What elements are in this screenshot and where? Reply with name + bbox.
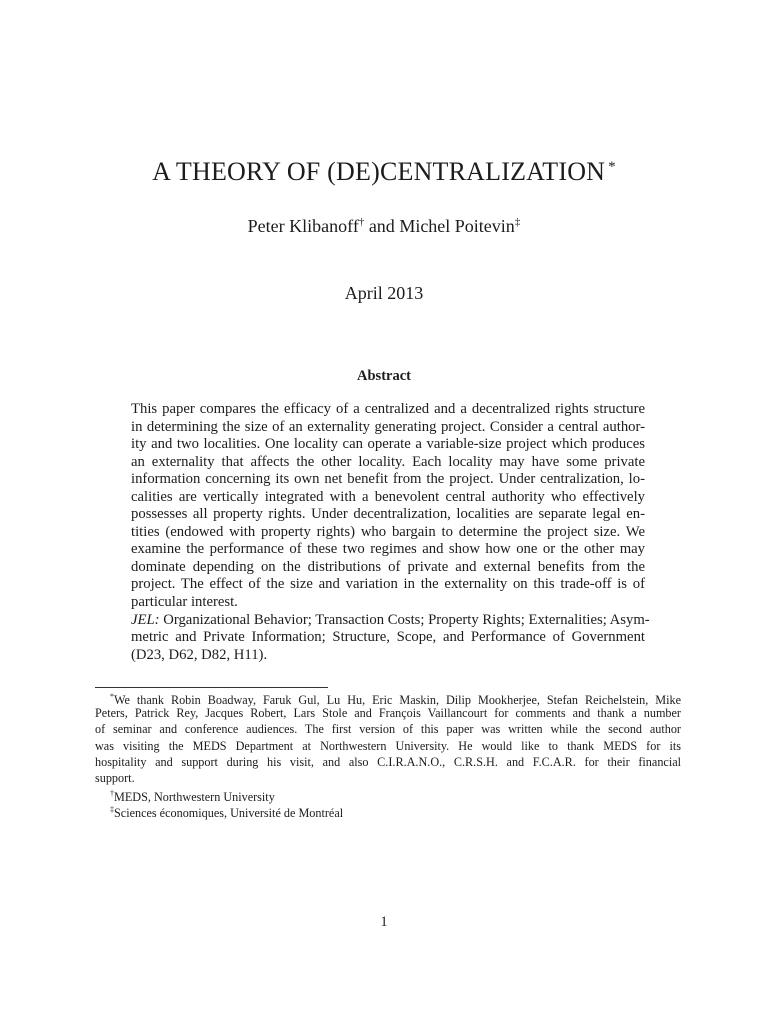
footnote-mark: †: [110, 789, 114, 799]
footnote-line: [95, 689, 681, 705]
abstract-body: [131, 401, 650, 664]
publication-date: April 2013: [344, 283, 424, 303]
footnote-line: Peters, Patrick Rey, Jacques Robert, Lars Stole and François Vaillancourt for comments and thank a number: [95, 706, 681, 721]
footnote-line: of seminar and conference audiences. The first version of this paper was written while the second author: [95, 722, 681, 737]
author-line: [0, 209, 768, 239]
abstract-line: ity and two localities. One locality can operate a variable-size project which produces: [131, 436, 645, 453]
author-footnote-mark: ‡: [514, 216, 521, 228]
footnote-separator: [95, 687, 328, 688]
author-name: Michel Poitevin: [399, 216, 515, 236]
abstract-line: an externality that affects the other locality. Each locality may have some private: [131, 453, 645, 470]
abstract-line: This paper compares the efficacy of a centralized and a decentralized rights structure: [131, 401, 645, 417]
abstract-line: tities (endowed with property rights) who bargain to determine the project size. We: [131, 523, 645, 540]
jel-line: (D23, D62, D82, H11).: [131, 646, 268, 663]
footnote-line: [95, 786, 681, 805]
author-name: Peter Klibanoff: [247, 216, 359, 236]
jel-text: Organizational Behavior; Transaction Costs; Property Rights; Externalities; Asym-: [159, 611, 650, 628]
jel-label: JEL:: [131, 611, 160, 628]
footnote-line: support.: [95, 770, 135, 785]
jel-line: [131, 611, 650, 630]
footnote-text: MEDS, Northwestern University: [114, 790, 275, 805]
abstract-heading: Abstract: [357, 368, 411, 384]
title-footnote-mark: *: [608, 159, 616, 175]
abstract-line: calities are vertically integrated with a benevolent central authority who effectively: [131, 488, 645, 505]
abstract-line: information concerning its own net benefit from the project. Under centralization, lo-: [131, 471, 645, 488]
footnote-line: was visiting the MEDS Department at Northwestern University. He would like to thank MEDS for its: [95, 738, 681, 753]
footnote-line: [95, 802, 681, 821]
paper-title-text: A THEORY OF (DE)CENTRALIZATION: [152, 157, 606, 186]
footnote-mark: ‡: [110, 805, 114, 815]
abstract-line: examine the performance of these two regimes and show how one or the other may: [131, 541, 645, 558]
footnote-line: hospitality and support during his visit, and also C.I.R.A.N.O., C.R.S.H. and F.C.A.R. for their financial: [95, 754, 681, 769]
page-number: 1: [380, 914, 388, 930]
abstract-line: particular interest.: [131, 594, 238, 611]
author-connector: and: [364, 216, 400, 236]
footnote-text: We thank Robin Boadway, Faruk Gul, Lu Hu, Eric Maskin, Dilip Mookherjee, Stefan Reichelstein, Mike: [114, 693, 681, 707]
abstract-line: project. The effect of the size and variation in the externality on this trade-off is of: [131, 576, 645, 593]
jel-line: metric and Private Information; Structure, Scope, and Performance of Government: [131, 629, 645, 646]
author-footnote-mark: †: [358, 216, 365, 228]
footnote-mark: *: [110, 692, 114, 701]
footnotes: [95, 689, 681, 819]
footnote-text: Sciences économiques, Université de Montréal: [114, 806, 344, 821]
paper-title: [0, 150, 768, 189]
abstract-line: dominate depending on the distributions of private and external benefits from the: [131, 558, 645, 575]
abstract-line: in determining the size of an externality generating project. Consider a central author-: [131, 418, 645, 435]
abstract-line: possesses all property rights. Under decentralization, localities are separate legal en-: [131, 506, 645, 523]
